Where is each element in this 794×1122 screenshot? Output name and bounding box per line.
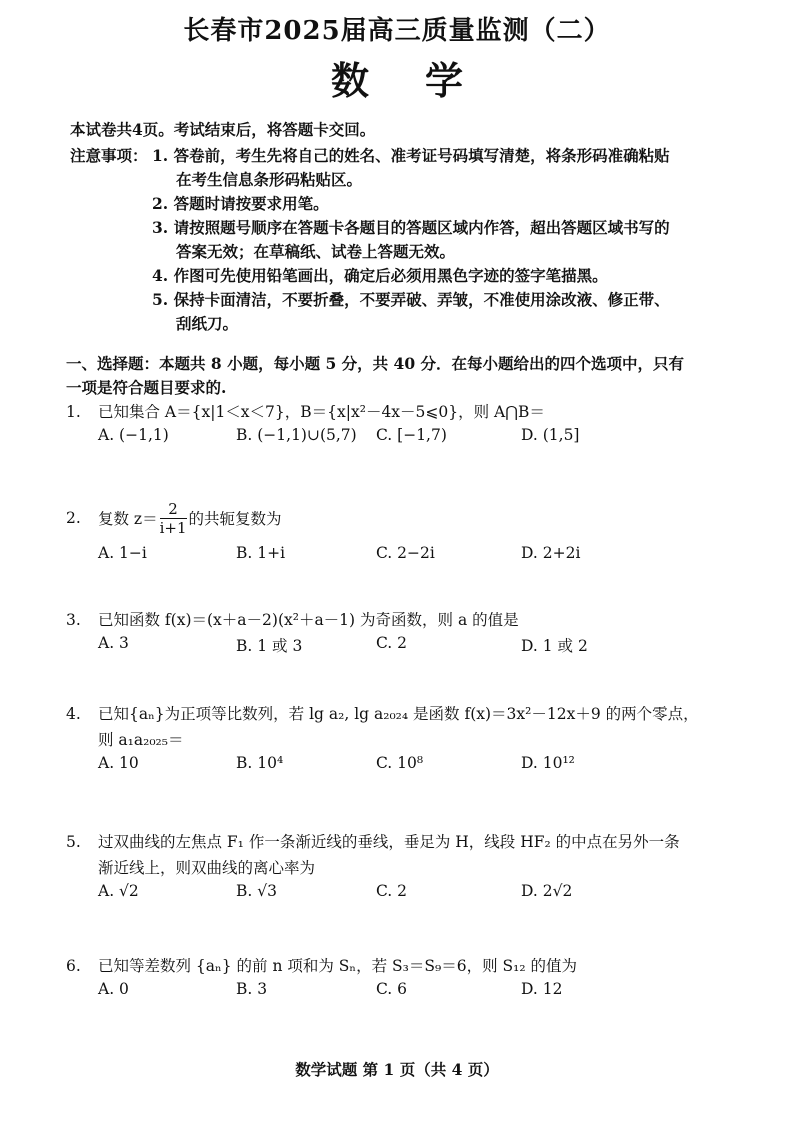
question-1 bbox=[66, 400, 756, 452]
note-item bbox=[152, 288, 752, 336]
options-row bbox=[66, 634, 756, 660]
option-d: D. 1 或 2 bbox=[521, 637, 588, 655]
note-line: 4. 作图可先使用铅笔画出，确定后必须用黑色字迹的签字笔描黑。 bbox=[152, 266, 608, 285]
note-line: 在考生信息条形码粘贴区。 bbox=[176, 170, 363, 189]
question-4 bbox=[66, 702, 756, 780]
note-item bbox=[152, 144, 752, 192]
option-a: A. 1−i bbox=[98, 544, 147, 562]
question-number: 6. bbox=[66, 957, 81, 975]
section-heading bbox=[66, 352, 746, 400]
note-item bbox=[152, 216, 752, 264]
question-5 bbox=[66, 830, 756, 908]
option-c: C. 10⁸ bbox=[376, 754, 424, 772]
question-number: 3. bbox=[66, 611, 81, 629]
option-d: D. 2√2 bbox=[521, 882, 573, 900]
option-c: C. 2 bbox=[376, 882, 408, 900]
exam-title: 长春市2025届高三质量监测（二） bbox=[183, 16, 611, 46]
note-line: 2. 答题时请按要求用笔。 bbox=[152, 194, 329, 213]
options-row bbox=[66, 426, 756, 452]
option-d: D. 10¹² bbox=[521, 754, 575, 772]
note-line: 答案无效；在草稿纸、试卷上答题无效。 bbox=[176, 242, 456, 261]
question-number: 2. bbox=[66, 509, 81, 527]
note-line: 5. 保持卡面清洁，不要折叠，不要弄破、弄皱，不准使用涂改液、修正带、 bbox=[152, 290, 670, 309]
question-2 bbox=[66, 496, 756, 570]
option-c: C. 2 bbox=[376, 634, 408, 652]
option-d: D. 2+2i bbox=[521, 544, 581, 562]
options-row bbox=[66, 882, 756, 908]
option-b: B. 1+i bbox=[236, 544, 286, 562]
question-stem: 复数 z＝ bbox=[98, 510, 158, 528]
question-stem: 已知等差数列 {aₙ} 的前 n 项和为 Sₙ，若 S₃＝S₉＝6，则 S₁₂ 的值为 bbox=[98, 957, 577, 975]
page-footer: 数学试题 第 1 页（共 4 页） bbox=[295, 1060, 499, 1079]
section-line: 一、选择题：本题共 8 小题，每小题 5 分，共 40 分．在每小题给出的四个选项中，只有 bbox=[66, 354, 685, 373]
question-stem-cont: 则 a₁a₂₀₂₅＝ bbox=[98, 731, 184, 749]
notes-label: 注意事项： bbox=[70, 146, 148, 165]
section-line: 一项是符合题目要求的. bbox=[66, 378, 227, 397]
option-b: B. √3 bbox=[236, 882, 277, 900]
option-c: C. 2−2i bbox=[376, 544, 435, 562]
fraction-denominator: i+1 bbox=[159, 518, 187, 537]
option-a: A. 10 bbox=[98, 754, 139, 772]
options-row bbox=[66, 544, 756, 570]
note-item bbox=[152, 264, 752, 288]
question-stem: 的共轭复数为 bbox=[188, 510, 282, 528]
note-line: 3. 请按照题号顺序在答题卡各题目的答题区域内作答，超出答题区域书写的 bbox=[152, 218, 670, 237]
note-line: 刮纸刀。 bbox=[176, 314, 239, 333]
note-item bbox=[152, 192, 752, 216]
question-number: 4. bbox=[66, 705, 81, 723]
question-stem-cont: 渐近线上，则双曲线的离心率为 bbox=[98, 859, 316, 877]
option-b: B. 1 或 3 bbox=[236, 637, 303, 655]
option-a: A. √2 bbox=[98, 882, 139, 900]
option-b: B. (−1,1)∪(5,7) bbox=[236, 426, 357, 444]
option-a: A. (−1,1) bbox=[98, 426, 169, 444]
question-6 bbox=[66, 954, 756, 1006]
option-b: B. 3 bbox=[236, 980, 268, 998]
question-stem: 已知集合 A＝{x|1＜x＜7}，B＝{x|x²－4x－5⩽0}，则 A⋂B＝ bbox=[98, 403, 545, 421]
question-stem: 过双曲线的左焦点 F₁ 作一条渐近线的垂线，垂足为 H，线段 HF₂ 的中点在另外一条 bbox=[98, 833, 680, 851]
fraction bbox=[160, 500, 187, 537]
fraction-numerator: 2 bbox=[160, 500, 187, 519]
question-number: 5. bbox=[66, 833, 81, 851]
question-3 bbox=[66, 608, 756, 660]
options-row bbox=[66, 980, 756, 1006]
exam-subject: 数学 bbox=[330, 58, 519, 103]
question-number: 1. bbox=[66, 403, 81, 421]
note-line: 1. 答卷前，考生先将自己的姓名、准考证号码填写清楚，将条形码准确粘贴 bbox=[152, 146, 670, 165]
options-row bbox=[66, 754, 756, 780]
question-stem: 已知{aₙ}为正项等比数列，若 lg a₂, lg a₂₀₂₄ 是函数 f(x)＝3x²－12x＋9 的两个零点， bbox=[98, 705, 699, 723]
intro-text: 本试卷共4页。考试结束后，将答题卡交回。 bbox=[70, 120, 376, 139]
option-b: B. 10⁴ bbox=[236, 754, 284, 772]
option-d: D. 12 bbox=[521, 980, 563, 998]
option-d: D. (1,5] bbox=[521, 426, 580, 444]
option-a: A. 0 bbox=[98, 980, 129, 998]
question-stem: 已知函数 f(x)＝(x＋a－2)(x²＋a－1) 为奇函数，则 a 的值是 bbox=[98, 611, 519, 629]
option-c: C. [−1,7) bbox=[376, 426, 447, 444]
option-a: A. 3 bbox=[98, 634, 129, 652]
option-c: C. 6 bbox=[376, 980, 408, 998]
